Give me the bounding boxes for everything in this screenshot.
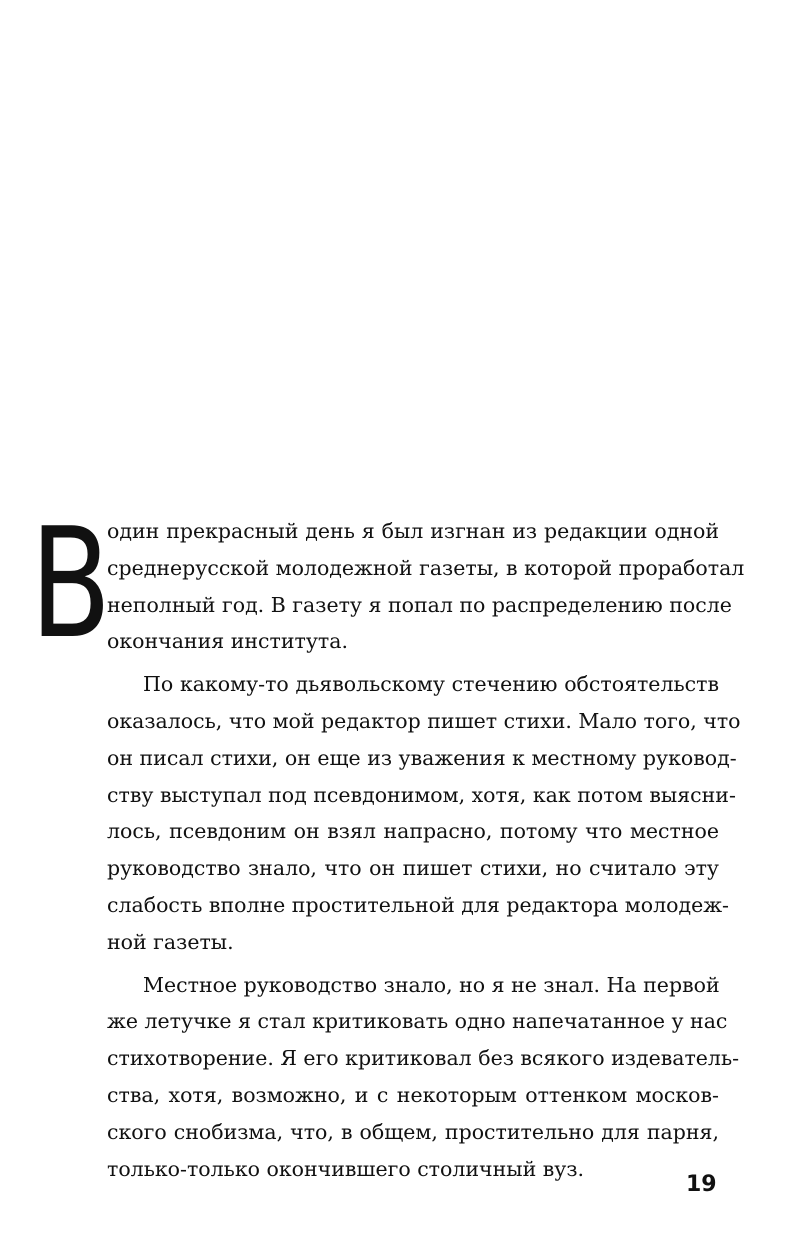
text-line: ству выступал под псевдонимом, хотя, как потом выясни-: [107, 782, 736, 807]
page-number: 19: [686, 1172, 717, 1197]
drop-cap-letter: В: [30, 495, 110, 672]
body-text: [107, 513, 745, 1187]
text-line: среднерусской молодежной газеты, в которой проработал: [107, 555, 745, 580]
paragraph-2: [107, 666, 741, 960]
text-line: неполный год. В газету я попал по распределению после: [107, 592, 732, 617]
text-line: слабость вполне простительной для редактора молодеж-: [107, 892, 729, 917]
text-line: он писал стихи, он еще из уважения к местному руковод-: [107, 745, 737, 770]
text-line: руководство знало, что он пишет стихи, но считало эту: [107, 856, 719, 881]
text-line: окончания института.: [107, 629, 349, 654]
text-line: лось, псевдоним он взял напрасно, потому что местное: [107, 819, 719, 844]
paragraph-1: [107, 513, 745, 660]
text-line: оказалось, что мой редактор пишет стихи. Мало того, что: [107, 708, 741, 733]
text-line: только-только окончившего столичный вуз.: [107, 1156, 585, 1181]
text-line: Местное руководство знало, но я не знал. На первой: [143, 972, 720, 997]
paragraph-3: [107, 967, 740, 1188]
text-line: стихотворение. Я его критиковал без всякого издеватель-: [107, 1046, 740, 1071]
text-line: ского снобизма, что, в общем, простительно для парня,: [107, 1119, 719, 1144]
text-line: же летучке я стал критиковать одно напечатанное у нас: [107, 1009, 728, 1034]
text-line: По какому-то дьявольскому стечению обстоятельств: [143, 672, 719, 697]
text-line: ства, хотя, возможно, и с некоторым оттенком москов-: [107, 1082, 719, 1107]
text-line: один прекрасный день я был изгнан из редакции одной: [107, 519, 719, 543]
text-line: ной газеты.: [107, 929, 234, 954]
